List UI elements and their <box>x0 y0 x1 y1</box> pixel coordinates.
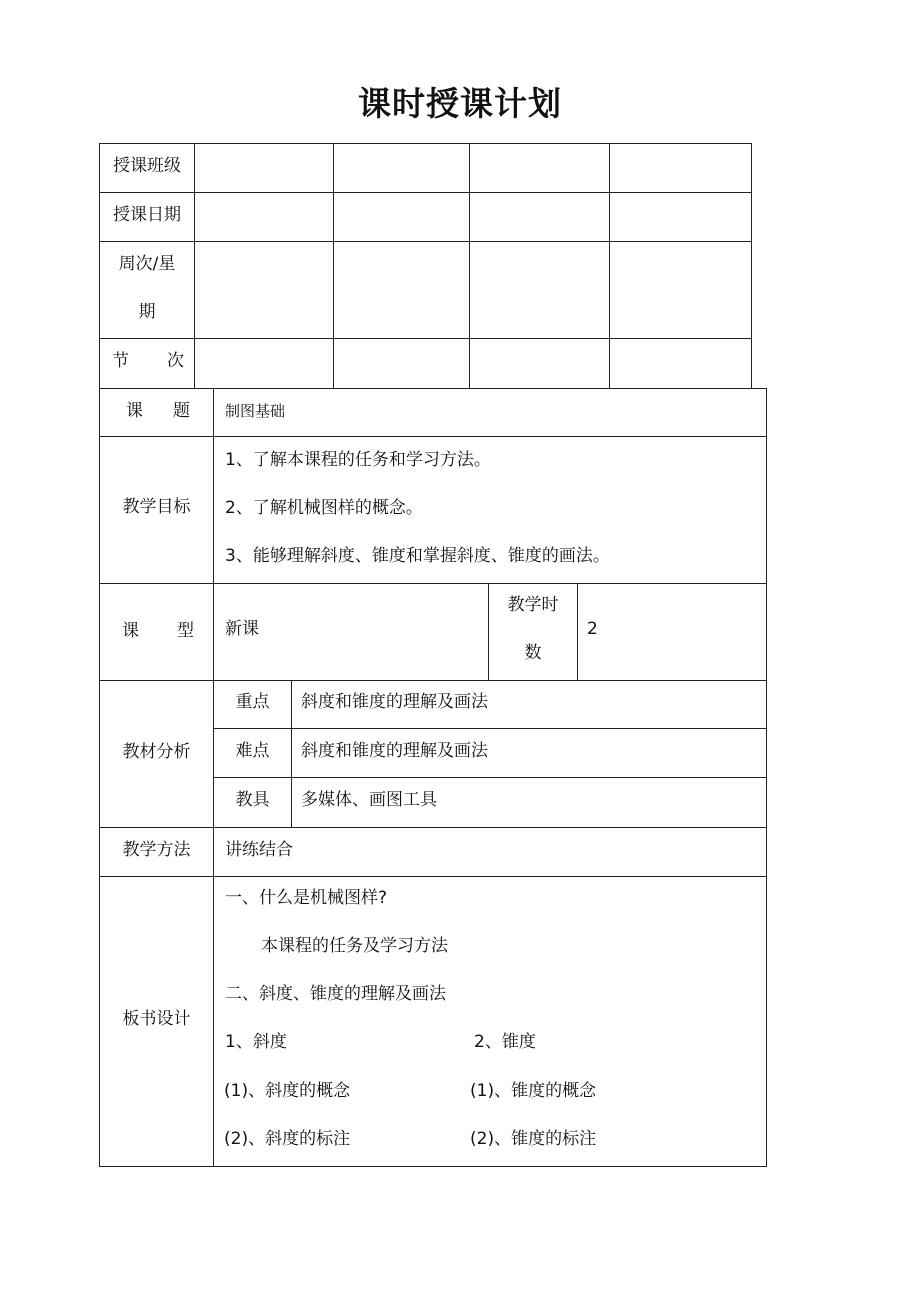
analysis-key-difficulty: 难点 <box>235 741 270 761</box>
method-label: 教学方法 <box>122 840 191 860</box>
objectives-label: 教学目标 <box>122 497 191 517</box>
analysis-key-tools: 教具 <box>235 790 270 810</box>
section-label-b: 次 <box>167 351 184 371</box>
board-left-item: 1、斜度 <box>225 1032 287 1052</box>
objective-item: 1、了解本课程的任务和学习方法。 <box>225 450 491 470</box>
date-label: 授课日期 <box>113 205 181 225</box>
page-title: 课时授课计划 <box>358 84 562 123</box>
analysis-value-tools: 多媒体、画图工具 <box>301 790 437 810</box>
board-right-item: 2、锥度 <box>474 1032 536 1052</box>
hours-label-line1: 教学时 <box>507 595 559 615</box>
board-line: 本课程的任务及学习方法 <box>261 936 448 956</box>
method-value: 讲练结合 <box>225 840 293 860</box>
section-label-a: 节 <box>112 351 129 371</box>
board-line: 一、什么是机械图样? <box>225 888 388 908</box>
week-label-line2: 期 <box>138 302 156 322</box>
topic-label-b: 题 <box>173 401 190 421</box>
objective-item: 2、了解机械图样的概念。 <box>225 498 423 518</box>
board-label: 板书设计 <box>122 1009 191 1029</box>
hours-label-line2: 数 <box>524 643 542 663</box>
topic-label-a: 课 <box>126 401 143 421</box>
analysis-label: 教材分析 <box>122 742 191 762</box>
analysis-value-focus: 斜度和锥度的理解及画法 <box>301 692 488 712</box>
hours-value: 2 <box>587 619 598 639</box>
board-right-item: (2)、锥度的标注 <box>470 1129 597 1149</box>
lesson-type-value: 新课 <box>225 619 259 639</box>
analysis-value-difficulty: 斜度和锥度的理解及画法 <box>301 741 488 761</box>
lesson-type-label-b: 型 <box>177 621 194 641</box>
objective-item: 3、能够理解斜度、锥度和掌握斜度、锥度的画法。 <box>225 546 610 566</box>
lesson-type-label-a: 课 <box>122 621 139 641</box>
analysis-key-focus: 重点 <box>235 692 270 712</box>
topic-value: 制图基础 <box>225 402 286 420</box>
board-right-item: (1)、锥度的概念 <box>470 1081 597 1101</box>
week-label-line1: 周次/星 <box>118 254 176 274</box>
board-left-item: (1)、斜度的概念 <box>224 1081 351 1101</box>
board-left-item: (2)、斜度的标注 <box>224 1129 351 1149</box>
board-line: 二、斜度、锥度的理解及画法 <box>225 984 446 1004</box>
class-label: 授课班级 <box>113 156 181 176</box>
